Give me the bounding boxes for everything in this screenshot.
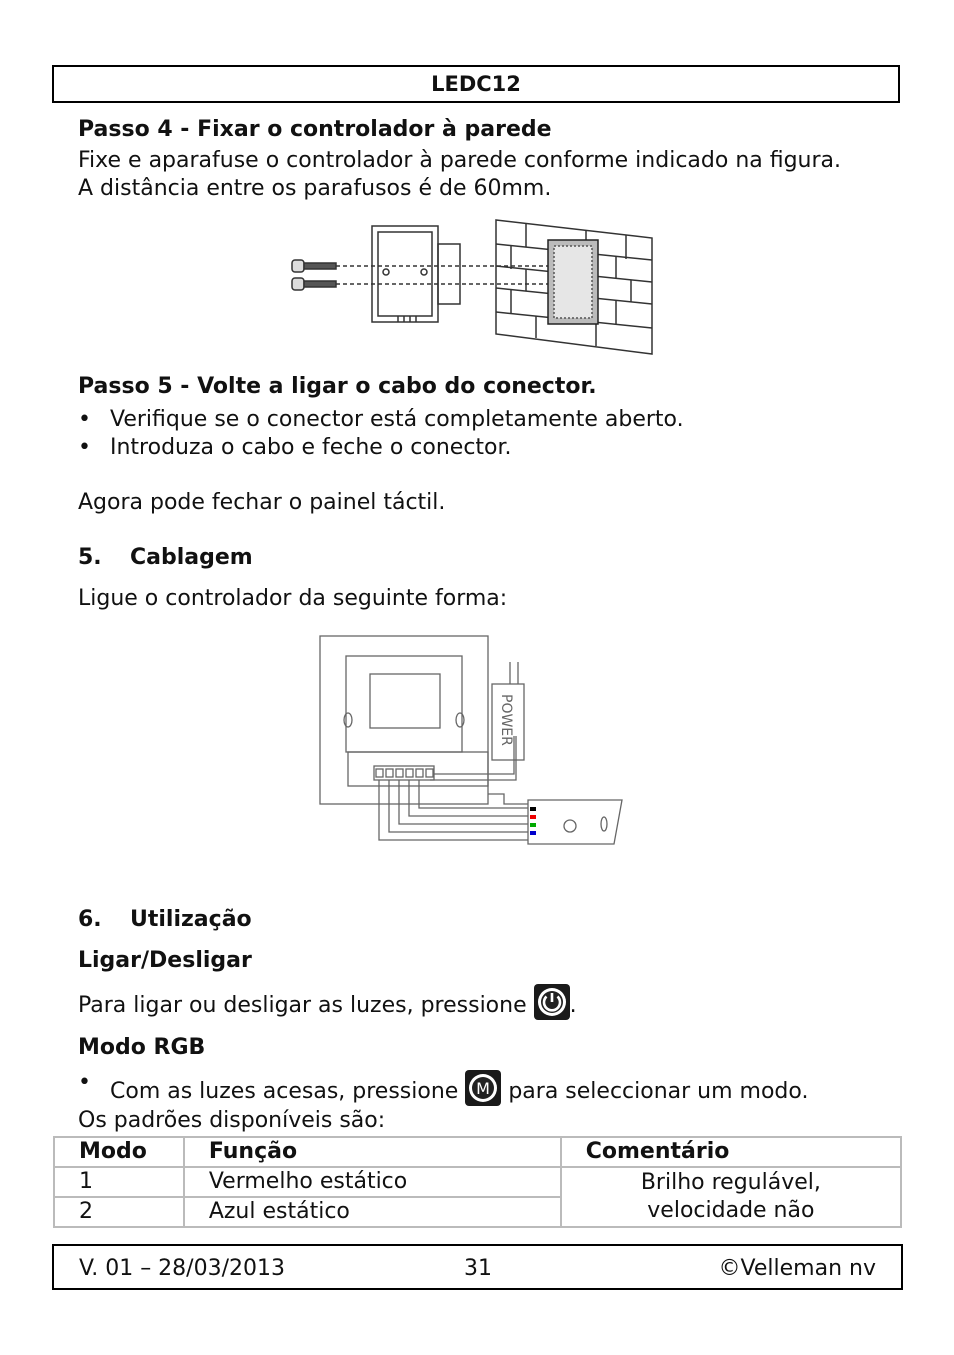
page-number: 31 xyxy=(464,1256,492,1281)
step4-line2: A distância entre os parafusos é de 60mm. xyxy=(78,176,552,201)
document-title: LEDC12 xyxy=(431,72,521,96)
wiring-diagram xyxy=(318,634,630,860)
svg-text:M: M xyxy=(476,1079,491,1098)
document-header xyxy=(52,65,900,103)
onoff-paragraph: Para ligar ou desligar as luzes, pressione . xyxy=(78,984,577,1020)
section-title: Utilização xyxy=(130,907,252,932)
step5-closing: Agora pode fechar o painel táctil. xyxy=(78,490,446,515)
brick-wall xyxy=(496,220,652,354)
list-item: • Introduza o cabo e feche o conector. xyxy=(78,435,512,460)
list-item: • Verifique se o conector está completamente aberto. xyxy=(78,407,684,432)
section-number: 6. xyxy=(78,907,102,932)
copyright: ©Velleman nv xyxy=(718,1256,876,1281)
document-footer xyxy=(52,1244,903,1290)
onoff-heading: Ligar/Desligar xyxy=(78,948,252,973)
section-number: 5. xyxy=(78,545,102,570)
modes-table xyxy=(53,1136,902,1228)
step4-heading: Passo 4 - Fixar o controlador à parede xyxy=(78,117,552,142)
table-header-row xyxy=(54,1137,901,1167)
column-header: Comentário xyxy=(561,1137,901,1167)
power-button-icon xyxy=(534,984,570,1020)
step4-line1: Fixe e aparafuse o controlador à parede conforme indicado na figura. xyxy=(78,148,842,173)
section5-heading xyxy=(78,545,253,570)
mode-button-icon xyxy=(465,1070,501,1106)
patterns-intro: Os padrões disponíveis são: xyxy=(78,1108,386,1133)
version-date: V. 01 – 28/03/2013 xyxy=(79,1256,285,1281)
list-item: • Com as luzes acesas, pressione M para seleccionar um modo. xyxy=(78,1070,809,1104)
table-cell: 2 xyxy=(54,1197,184,1227)
terminal-block xyxy=(374,766,434,780)
section6-heading xyxy=(78,907,252,932)
table-cell: Azul estático xyxy=(184,1197,561,1227)
wall-mounting-figure xyxy=(286,218,656,358)
table-cell: Vermelho estático xyxy=(184,1167,561,1197)
rgb-heading: Modo RGB xyxy=(78,1035,206,1060)
step5-heading: Passo 5 - Volte a ligar o cabo do conector. xyxy=(78,374,597,399)
section-title: Cablagem xyxy=(130,545,253,570)
section5-text: Ligue o controlador da seguinte forma: xyxy=(78,586,508,611)
column-header: Modo xyxy=(54,1137,184,1167)
screw-icon xyxy=(292,260,336,290)
power-label: POWER xyxy=(498,694,514,746)
column-header: Função xyxy=(184,1137,561,1167)
comment-cell: Brilho regulável, velocidade não xyxy=(561,1167,901,1227)
controller-plate xyxy=(372,226,460,322)
table-row xyxy=(54,1167,901,1197)
table-cell: 1 xyxy=(54,1167,184,1197)
